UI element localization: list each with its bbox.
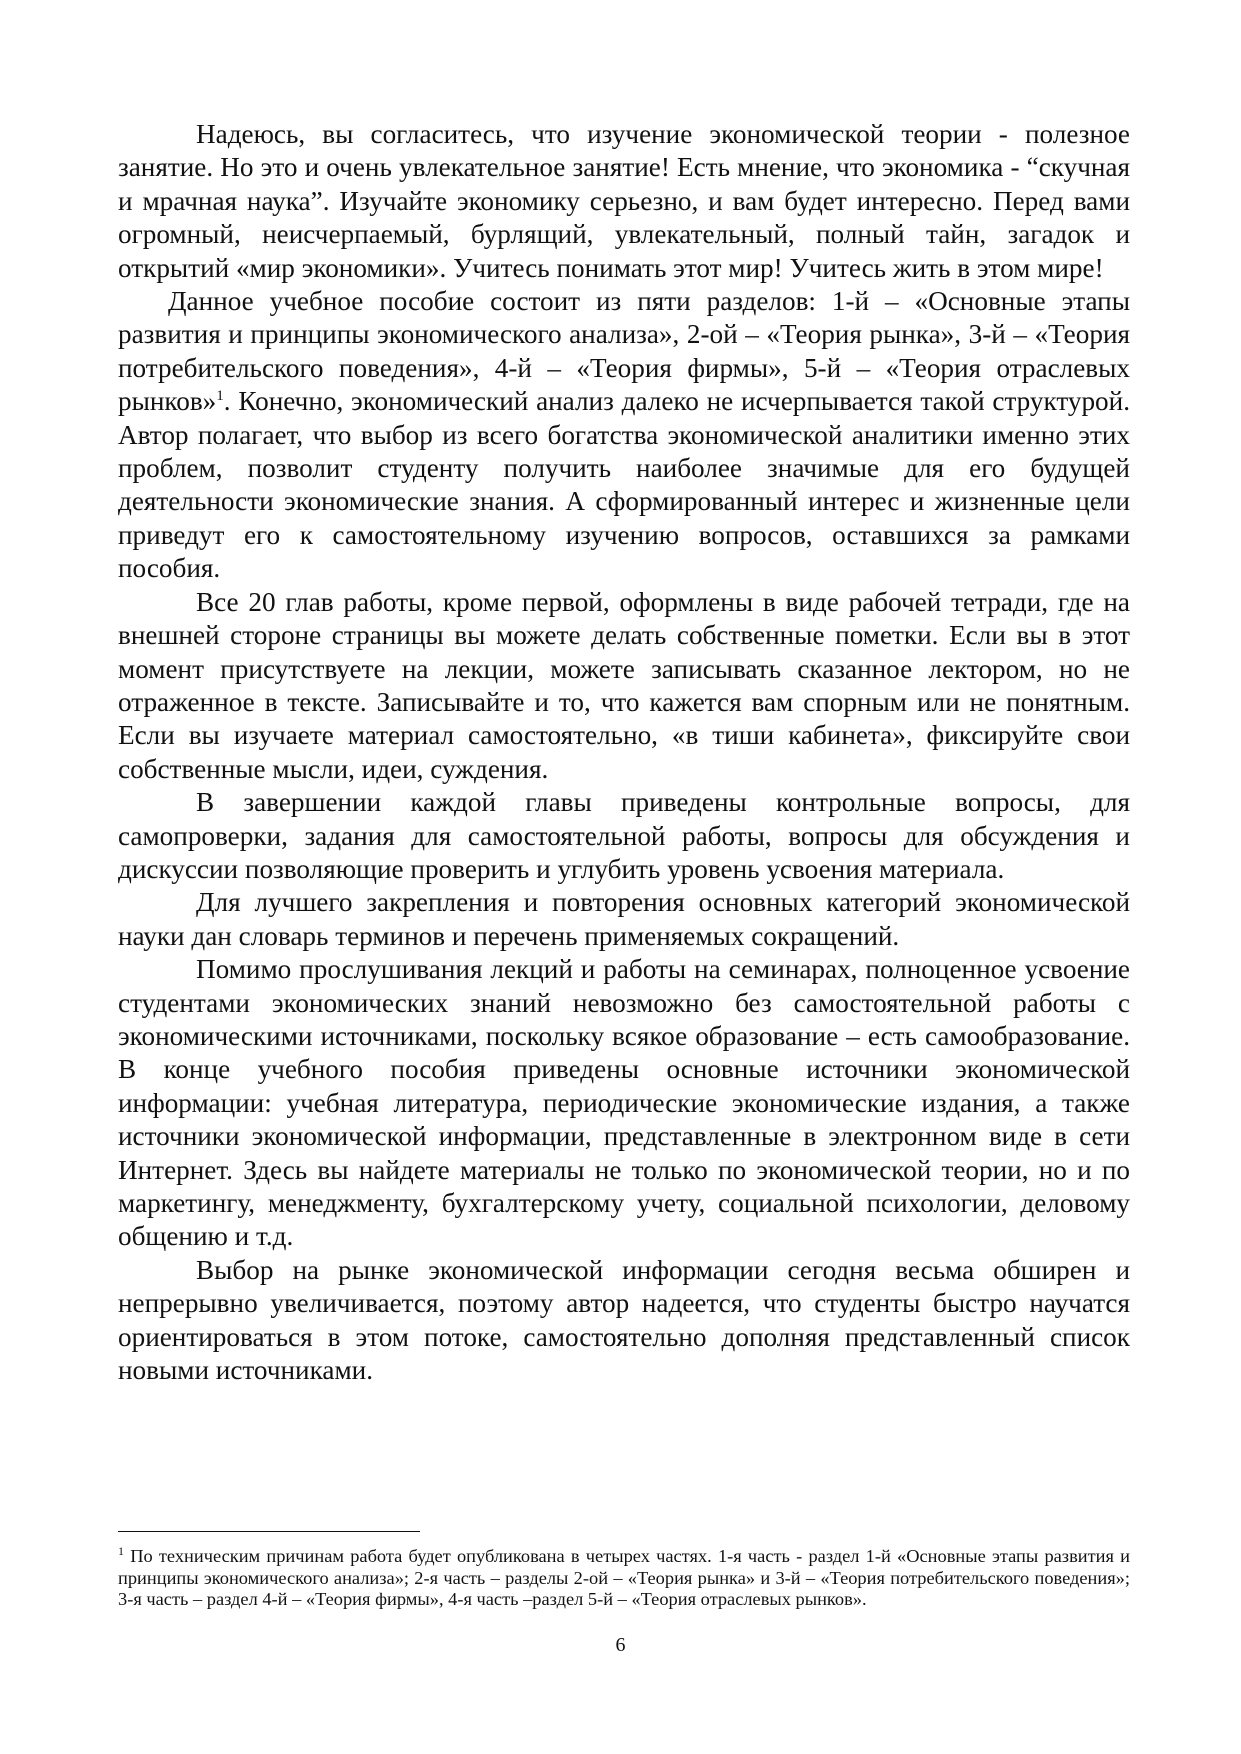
paragraph-glossary: Для лучшего закрепления и повторения основных категорий экономической науки дан словарь терминов и перечень применяемых сокращений.: [118, 887, 1130, 951]
paragraph-sections-text-after: . Конечно, экономический анализ далеко не исчерпывается такой структурой. Автор полагает, что выбор из всего богатства экономической аналитики именно этих проблем, позволит студенту получить наиболее значимые для его будущей деятельности экономические знания. А сформированный интерес и жизненные цели приведут его к самостоятельному изучению вопросов, оставшихся за рамками пособия.: [118, 386, 1130, 584]
paragraph-intro: Надеюсь, вы согласитесь, что изучение экономической теории - полезное занятие. Но это и очень увлекательное занятие! Есть мнение, что экономика - “скучная и мрачная наука”. Изучайте экономику серьезно, и вам будет интересно. Перед вами огромный, неисчерпаемый, бурлящий, увлекательный, полный тайн, загадок и открытий «мир экономики». Учитесь понимать этот мир! Учитесь жить в этом мире!: [118, 119, 1130, 283]
footnote-separator: [118, 1531, 420, 1532]
document-body: [118, 118, 1130, 1387]
footnote-marker: 1: [118, 1543, 124, 1558]
paragraph-sections: [118, 285, 1130, 586]
paragraph-workbook: Все 20 глав работы, кроме первой, оформлены в виде рабочей тетради, где на внешней стороне страницы вы можете делать собственные пометки. Если вы в этот момент присутствуете на лекции, можете записывать сказанное лектором, но не отраженное в тексте. Записывайте и то, что кажется вам спорным или не понятным. Если вы изучаете материал самостоятельно, «в тиши кабинета», фиксируйте свои собственные мысли, идеи, суждения.: [118, 586, 1130, 784]
page-number: 6: [615, 1634, 626, 1656]
footnote-text: По техническим причинам работа будет опубликована в четырех частях. 1-я часть - раздел 1-й «Основные этапы развития и принципы экономического анализа»; 2-я часть – разделы 2-ой – «Теория рынка» и 3-й – «Теория потребительского поведения»; 3-я часть – раздел 4-й – «Теория фирмы», 4-я часть –раздел 5-й – «Теория отраслевых рынков».: [118, 1546, 1130, 1610]
paragraph-sections-text-before: Данное учебное пособие состоит из пяти разделов: 1-й – «Основные этапы развития и принципы экономического анализа», 2-ой – «Теория рынка», 3-й – «Теория потребительского поведения», 4-й – «Теория фирмы», 5-й – «Теория отраслевых рынков»: [118, 286, 1130, 417]
footnote: [118, 1543, 1130, 1611]
paragraph-questions: В завершении каждой главы приведены контрольные вопросы, для самопроверки, задания для самостоятельной работы, вопросы для обсуждения и дискуссии позволяющие проверить и углубить уровень усвоения материала.: [118, 787, 1130, 884]
footnote-reference: 1: [216, 388, 224, 405]
paragraph-self-study: Помимо прослушивания лекций и работы на семинарах, полноценное усвоение студентами экономических знаний невозможно без самостоятельной работы с экономическими источниками, поскольку всякое образование – есть самообразование. В конце учебного пособия приведены основные источники экономической информации: учебная литература, периодические экономические издания, а также источники экономической информации, представленные в электронном виде в сети Интернет. Здесь вы найдете материалы не только по экономической теории, но и по маркетингу, менеджменту, бухгалтерскому учету, социальной психологии, деловому общению и т.д.: [118, 954, 1130, 1252]
paragraph-conclusion: Выбор на рынке экономической информации сегодня весьма обширен и непрерывно увеличивается, поэтому автор надеется, что студенты быстро научатся ориентироваться в этом потоке, самостоятельно дополняя представленный список новыми источниками.: [118, 1254, 1130, 1386]
